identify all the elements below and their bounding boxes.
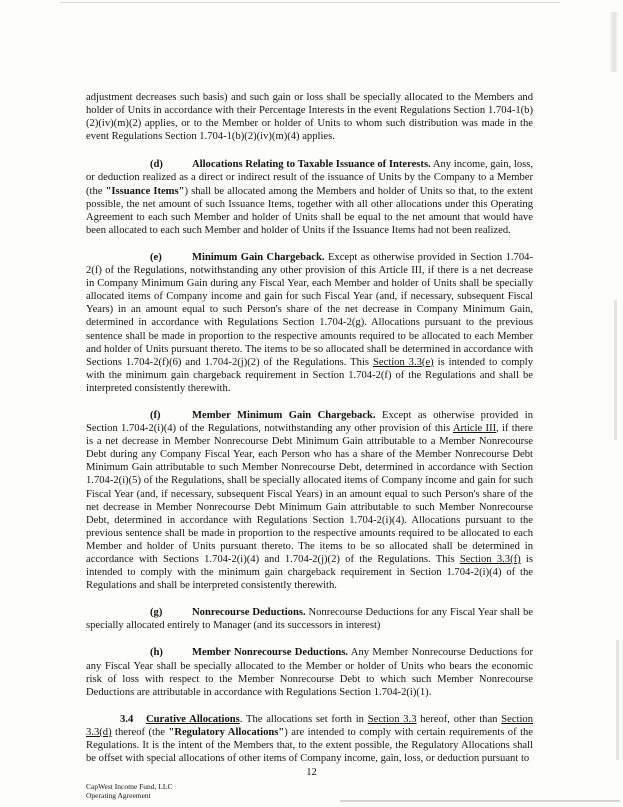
paragraph-heading: Nonrecourse Deductions.: [192, 607, 306, 619]
page-number: 12: [306, 767, 317, 778]
paragraph-heading: Member Minimum Gain Chargeback.: [192, 409, 376, 421]
paragraph-heading: Minimum Gain Chargeback.: [192, 251, 325, 263]
scan-artifact-right-mid: [614, 300, 617, 440]
paragraph-h: (h) Member Nonrecourse Deductions. Any Member Nonrecourse Deductions for any Fiscal Year shall be specially allocated to the Member or holder of Units who bears the economic risk of loss with respect to the Member Nonrecourse Debt to which such Member Nonrecourse Deductions are attributable in accordance with Regulations Section 1.704-2(i)(1).: [86, 647, 533, 698]
paragraph-heading: Member Nonrecourse Deductions.: [192, 647, 349, 659]
body-text: [86, 91, 533, 779]
footer-document: Operating Agreement: [86, 791, 151, 801]
paragraph-label: (d): [150, 159, 163, 171]
paragraph-g: (g) Nonrecourse Deductions. Nonrecourse Deductions for any Fiscal Year shall be specially allocated entirely to Manager (and its successors in interest): [86, 607, 533, 632]
paragraph-heading: Allocations Relating to Taxable Issuance of Interests.: [192, 159, 431, 171]
section-number: 3.4: [120, 713, 134, 725]
paragraph-label: (f): [150, 409, 161, 421]
footer-company: CapWest Income Fund, LLC: [86, 782, 173, 791]
paragraph-d: (d) Allocations Relating to Taxable Issuance of Interests. Any income, gain, loss, or deduction realized as a direct or indirect result of the issuance of Units by the Company to a Member (the "Issuance Items") shall be allocated among the Members and holder of Units so that, to the extent possible, the net amount of such Issuance Items, together with all other allocations under this Operating Agreement to each such Member and holder of Units shall be equal to the net amount that would have been allocated to each such Member and holder of Units if the Issuance Items had not been realized.: [86, 159, 534, 236]
footer: [86, 782, 172, 800]
paragraph-f: (f) Member Minimum Gain Chargeback. Except as otherwise provided in Section 1.704-2(i)(4) of the Regulations, notwithstanding any other provision of this Article III, if there is a net decrease in Member Nonrecourse Debt Minimum Gain attributable to a Member Nonrecourse Debt during any Company Fiscal Year, each Person who has a share of the Member Nonrecourse Debt Minimum Gain attributable to such Member Nonrecourse Debt, determined in accordance with Section 1.704-2(i)(5) of the Regulations, shall be specially allocated items of Company income and gain for such Fiscal Year (and, if necessary, subsequent Fiscal Years) in an amount equal to such Person's share of the net decrease in Member Nonrecourse Debt Minimum Gain attributable to such Member Nonrecourse Debt, determined in accordance with Regulations Section 1.704-2(i)(4). Allocations pursuant to the previous sentence shall be made in proportion to the respective amounts required to be allocated to each Member and holder of Units pursuant thereto. The items to be so allocated shall be determined in accordance with Sections 1.704-2(i)(4) and 1.704-2(j)(2) of the Regulations. This Section 3.3(f) is intended to comply with the minimum gain chargeback requirement in Section 1.704-2(i)(4) of the Regulations and shall be interpreted consistently therewith.: [86, 409, 533, 592]
defined-term: "Regulatory Allocations": [168, 726, 285, 738]
defined-term: "Issuance Items": [105, 185, 185, 197]
section-reference: Section 3.3: [367, 713, 417, 725]
scan-artifact-right-top: [609, 12, 619, 72]
section-heading: Curative Allocations: [146, 713, 240, 725]
paragraph-label: (g): [150, 607, 163, 619]
scan-artifact-bottom: [340, 800, 620, 802]
section-reference: Section 3.3(e): [372, 356, 434, 368]
paragraph-e: (e) Minimum Gain Chargeback. Except as otherwise provided in Section 1.704-2(f) of the Regulations, notwithstanding any other provision of this Article III, if there is a net decrease in Company Minimum Gain during any Fiscal Year, each Member and holder of Units shall be specially allocated items of Company income and gain for such Fiscal Year (and, if necessary, subsequent Fiscal Years) in an amount equal to such Person's share of the net decrease in Company Minimum Gain, determined in accordance with Regulations Section 1.704-2(g). Allocations pursuant to the previous sentence shall be made in proportion to the respective amounts required to be allocated to each Member and holder of Units pursuant thereto. The items to be so allocated shall be determined in accordance with Sections 1.704-2(f)(6) and 1.704-2(j)(2) of the Regulations. This Section 3.3(e) is intended to comply with the minimum gain chargeback requirement in Section 1.704-2(f) of the Regulations and shall be interpreted consistently therewith.: [86, 251, 533, 394]
scan-artifact-top: [60, 2, 560, 3]
paragraph-label: (e): [150, 251, 162, 263]
section-reference: Section 3.3(f): [459, 554, 521, 565]
article-reference: Article III: [452, 423, 497, 435]
paragraph-label: (h): [150, 647, 163, 659]
section-3-4: 3.4 Curative Allocations. The allocations set forth in Section 3.3 hereof, other than Section 3.3(d) thereof (the "Regulatory Allocations") are intended to comply with certain requirements of the Regulations. It is the intent of the Members that, to the extent possible, the Regulatory Allocations shall be offset with special allocations of other items of Company income, gain, loss, or deduction pursuant to: [86, 713, 534, 765]
scan-artifact-right-low: [616, 640, 619, 760]
paragraph-continuation: adjustment decreases such basis) and such gain or loss shall be specially allocated to the Members and holder of Units in accordance with their Percentage Interests in the event Regulations Section 1.704-1(b)(2)(iv)(m)(2) applies, or to the Member or holder of Units to whom such distribution was made in the event Regulations Section 1.704-1(b)(2)(iv)(m)(4) applies.: [86, 92, 533, 143]
section-reference: Section 3.3(d): [86, 713, 533, 738]
